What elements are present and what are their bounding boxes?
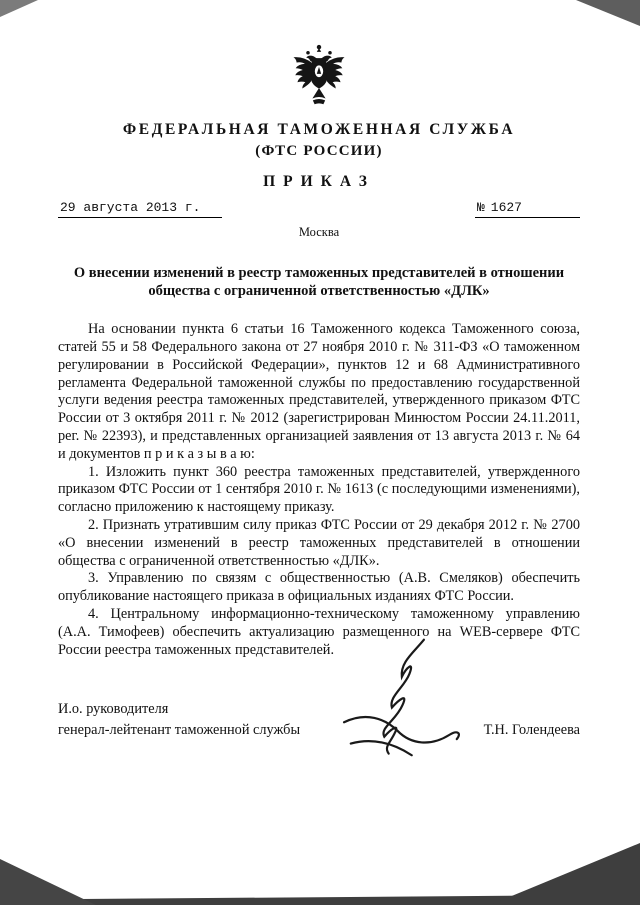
signer-name: Т.Н. Голендеева [483, 722, 580, 739]
coat-of-arms-icon [58, 44, 580, 115]
paragraph-item-1: 1. Изложить пункт 360 реестра таможенных представителей, утвержденного приказом ФТС России от 1 сентября 2010 г. № 1613 (с последующими изменениями), согласно приложению к настоящему приказу. [58, 463, 580, 516]
signer-position-line1: И.о. руководителя [58, 701, 169, 718]
scan-corner-bottom-right [490, 843, 640, 905]
paragraph-preamble: На основании пункта 6 статьи 16 Таможенного кодекса Таможенного союза, статей 55 и 58 Федерального закона от 27 ноября 2010 г. № 311-ФЗ «О таможенном регулировании в Российской Федерации», пунктов 12 и 68 Административного регламента Федеральной таможенной службы по предоставлению государственной услуги ведения реестра таможенных представителей, утвержденного приказом ФТС России от 3 октября 2011 г. № 2012 (зарегистрирован Минюстом России 24.11.2011, рег. № 22393), и представленных организацией заявления от 13 августа 2013 г. № 64 и документов п р и к а з ы в а ю: [58, 321, 580, 462]
signer-position [58, 699, 300, 741]
city-label: Москва [298, 225, 340, 239]
document-body [58, 321, 580, 659]
scan-corner-bottom-left [0, 859, 96, 905]
document-title: О внесении изменений в реестр таможенных представителей в отношении общества с ограниченной ответственностью «ДЛК» [73, 265, 565, 300]
org-name: ФЕДЕРАЛЬНАЯ ТАМОЖЕННАЯ СЛУЖБА [122, 121, 516, 138]
document-type-heading: ПРИКАЗ [263, 173, 375, 190]
document-number: 1627 [490, 200, 522, 215]
paragraph-item-2: 2. Признать утратившим силу приказ ФТС России от 29 декабря 2012 г. № 2700 «О внесении изменений в реестр таможенных представителей в отношении общества с ограниченной ответственностью «ДЛК». [58, 517, 580, 569]
paragraph-item-4: 4. Центральному информационно-техническому таможенному управлению (А.А. Тимофеев) обеспечить актуализацию размещенного на WEB-сервере ФТС России реестра таможенных представителей. [58, 606, 580, 658]
handwritten-signature [318, 620, 498, 783]
org-abbreviation: (ФТС РОССИИ) [255, 143, 383, 159]
paragraph-item-3: 3. Управлению по связям с общественностью (А.В. Смеляков) обеспечить опубликование настоящего приказа в официальных изданиях ФТС России. [58, 570, 580, 605]
signature-block [58, 699, 580, 741]
signer-position-line2: генерал-лейтенант таможенной службы [58, 722, 301, 739]
document-number-field [475, 200, 580, 218]
number-sign: № [476, 200, 485, 215]
date-number-row [58, 200, 580, 218]
document-date: 29 августа 2013 г. [58, 200, 222, 218]
